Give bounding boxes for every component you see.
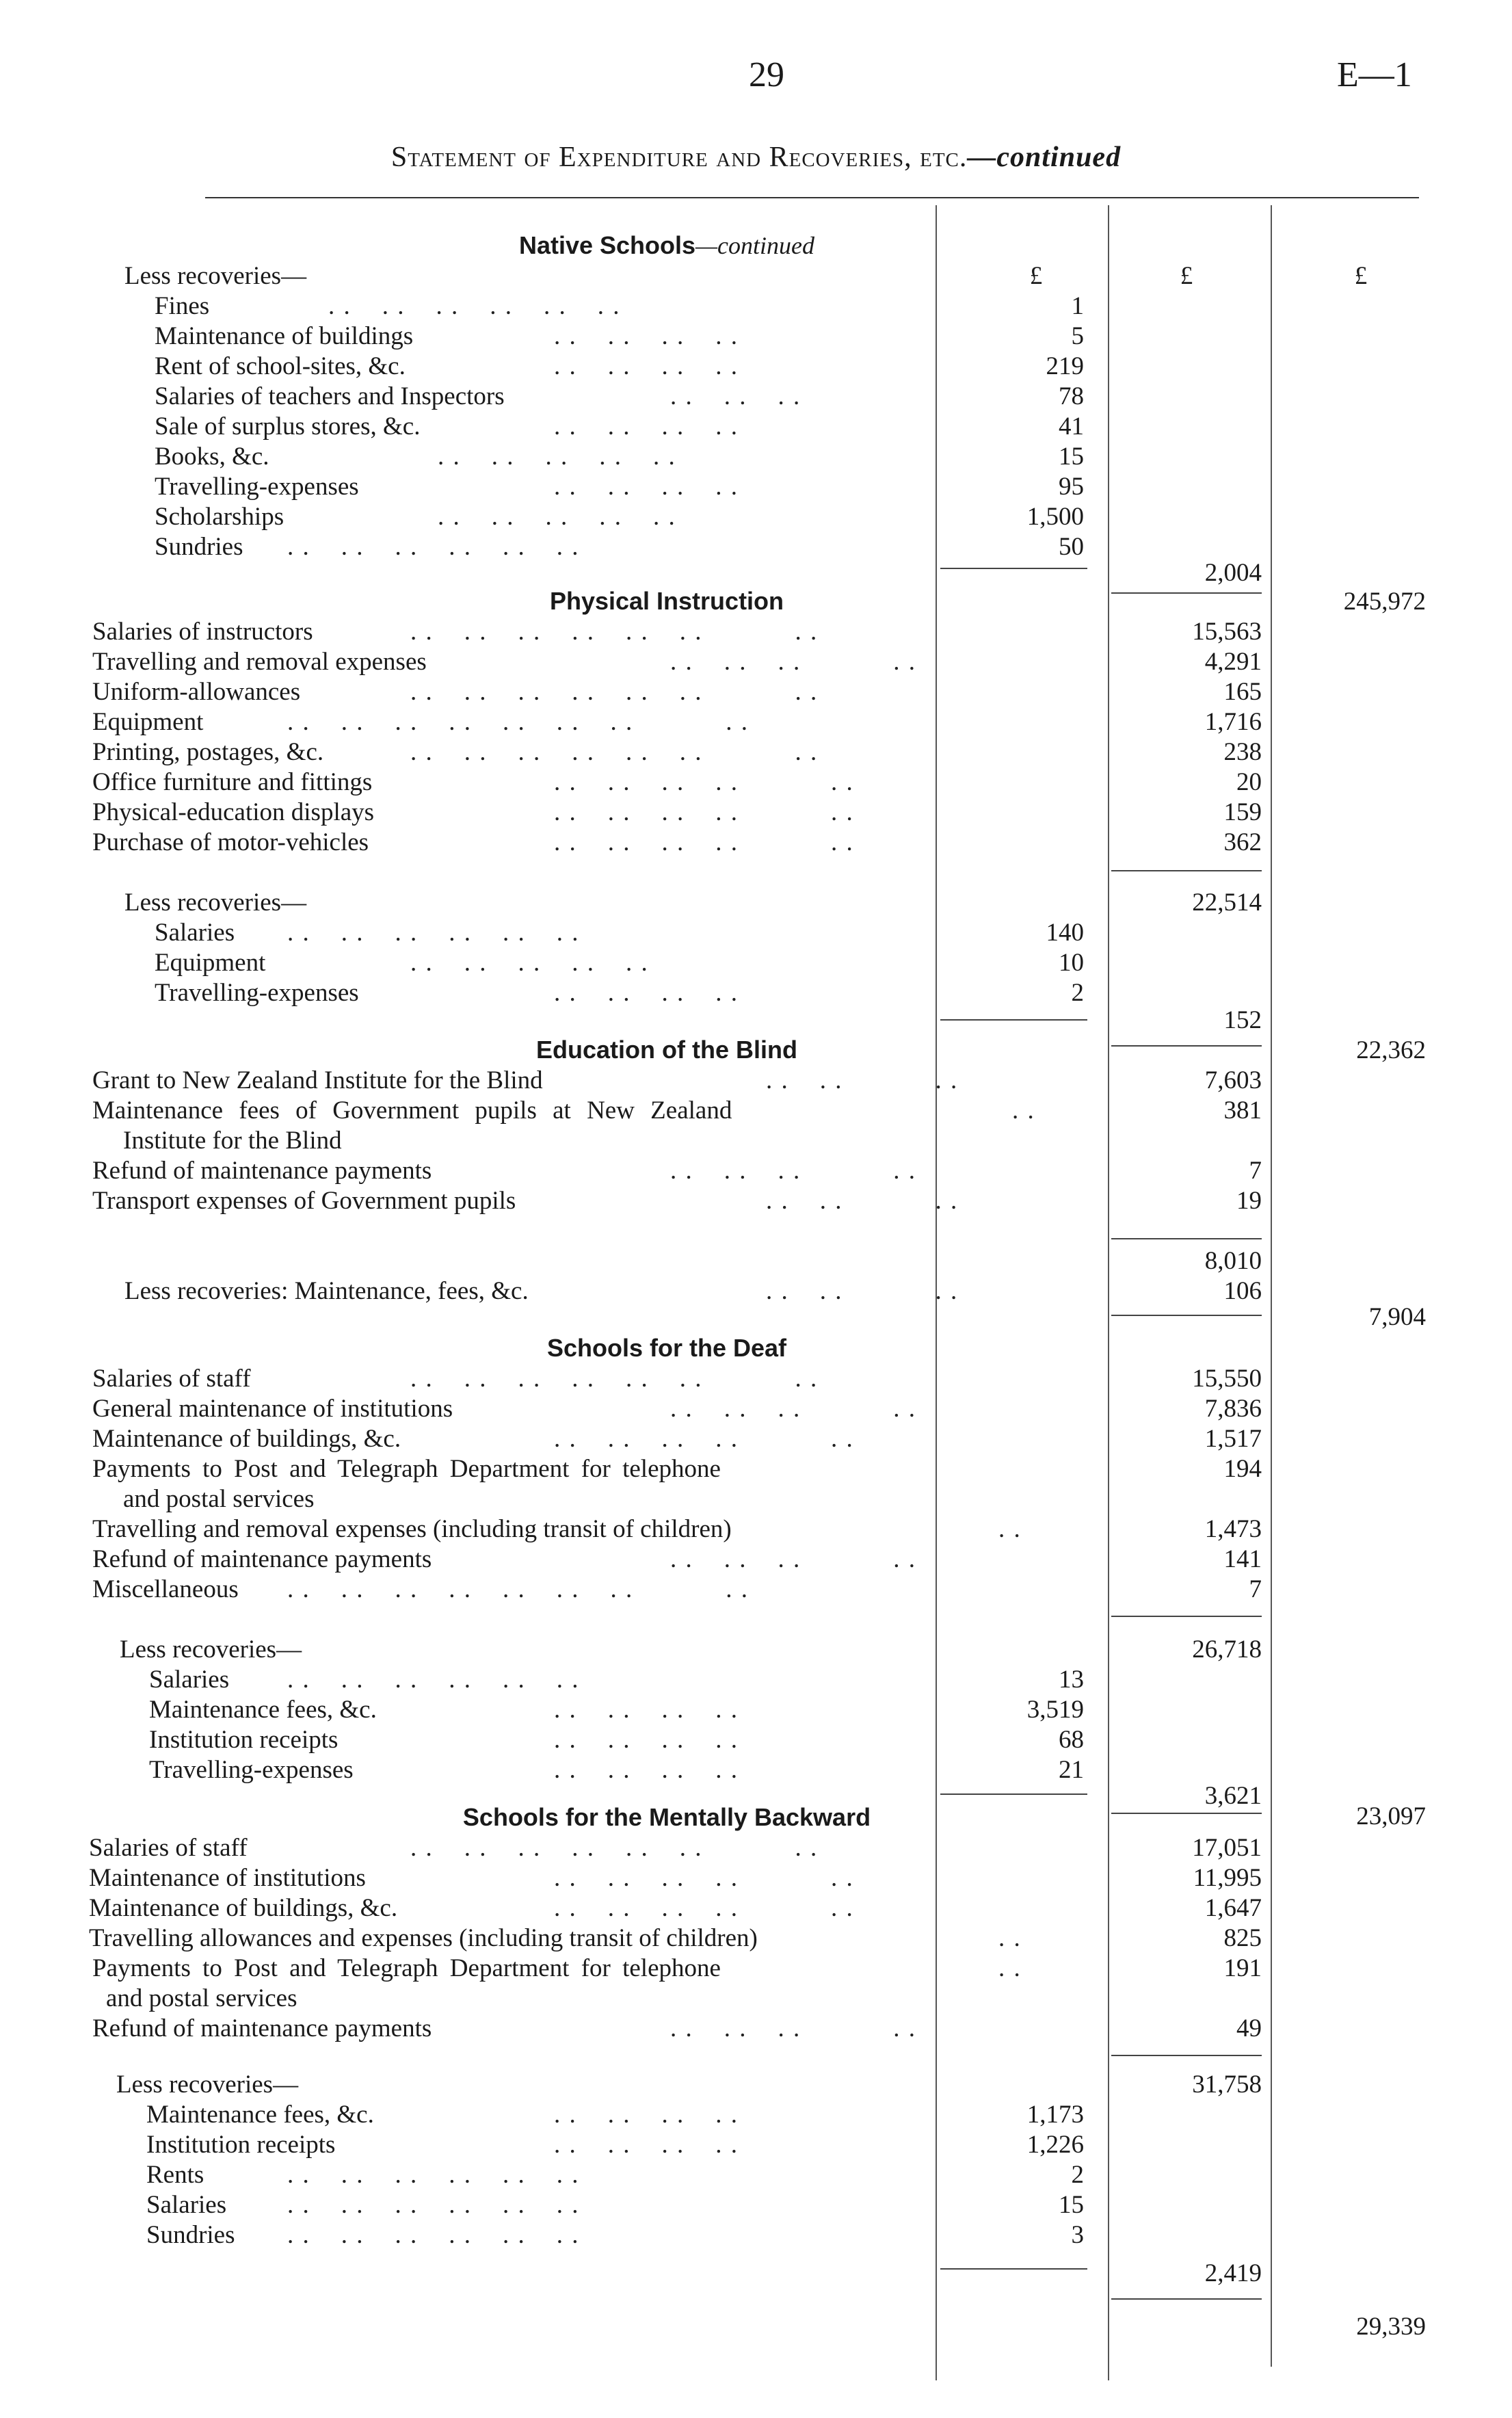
table-row: Salaries . . . . . . . . . . . . 13 (149, 1666, 1084, 1694)
table-row: Travelling and removal expenses . . . . . . . . 4,291 (92, 648, 1262, 676)
table-row: Travelling and removal expenses (including transit of children) . . 1,473 (92, 1515, 1262, 1543)
mental-less-row: Less recoveries— 31,758 (116, 2071, 1262, 2099)
table-row: Maintenance of buildings . . . . . . . . 5 (155, 322, 1084, 350)
section-title-deaf: Schools for the Deaf (546, 1334, 787, 1362)
table-row: Institute for the Blind (123, 1127, 342, 1155)
physical-gross: 22,514 (1192, 889, 1262, 917)
physical-less-row: Less recoveries— 22,514 (124, 889, 1262, 917)
table-row: Institution receipts . . . . . . . . 68 (149, 1726, 1084, 1754)
title-rule (205, 197, 1419, 198)
blind-rec-total: 106 (1223, 1277, 1262, 1305)
rule (1111, 1238, 1262, 1239)
table-row: Miscellaneous . . . . . . . . . . . . . . . . 7 (92, 1575, 1262, 1603)
native-net: 245,972 (1343, 588, 1426, 616)
section-title-native: Native Schools—continued (518, 231, 815, 259)
page-title (0, 141, 1512, 174)
table-row: Maintenance fees, &c. . . . . . . . . 3,519 (149, 1696, 1084, 1724)
table-row: Sale of surplus stores, &c. . . . . . . . . 41 (155, 412, 1084, 441)
table-row: Rent of school-sites, &c. . . . . . . . . 219 (155, 352, 1084, 380)
deaf-rec-total: 3,621 (1204, 1782, 1262, 1810)
rule (1111, 1616, 1262, 1617)
title-continued: —continued (967, 142, 1122, 173)
table-row: Equipment . . . . . . . . . . . . . . . . 1,716 (92, 708, 1262, 736)
table-row: General maintenance of institutions . . . . . . . . 7,836 (92, 1395, 1262, 1423)
mental-rec-total-row (0, 2259, 1512, 2289)
deaf-net: 23,097 (1356, 1802, 1426, 1830)
deaf-gross: 26,718 (1192, 1635, 1262, 1664)
document-code: E—1 (1337, 55, 1412, 94)
table-row: Scholarships . . . . . . . . . . 1,500 (155, 503, 1084, 531)
blind-gross-row (0, 1246, 1512, 1276)
table-row: Payments to Post and Telegraph Department for telephone 194 (92, 1455, 1262, 1483)
table-row: Maintenance fees of Government pupils at New Zealand . . 381 (92, 1096, 1262, 1125)
table-row: Payments to Post and Telegraph Department for telephone . . 191 (92, 1954, 1262, 1982)
table-row: Physical-education displays . . . . . . . . . . 159 (92, 798, 1262, 826)
table-row: Sundries . . . . . . . . . . . . 3 (146, 2221, 1084, 2249)
table-row: Travelling-expenses . . . . . . . . 95 (155, 473, 1084, 501)
mental-net: 29,339 (1356, 2313, 1426, 2341)
table-row: Office furniture and fittings . . . . . . . . . . 20 (92, 768, 1262, 796)
section-title-blind: Education of the Blind (536, 1036, 797, 1064)
mental-net-row (0, 2312, 1512, 2342)
table-row: Salaries of staff . . . . . . . . . . . . . . 15,550 (92, 1365, 1262, 1393)
table-row: Uniform-allowances . . . . . . . . . . . . . . 165 (92, 678, 1262, 706)
table-row: Salaries of instructors . . . . . . . . . . . . . . 15,563 (92, 618, 1262, 646)
table-row: Salaries of staff . . . . . . . . . . . . . . 17,051 (89, 1834, 1262, 1862)
table-row: Maintenance fees, &c. . . . . . . . . 1,173 (146, 2101, 1084, 2129)
currency-col2: £ (1180, 262, 1193, 290)
table-row: and postal services (123, 1485, 315, 1513)
table-row: Travelling allowances and expenses (including transit of children) . . 825 (89, 1924, 1262, 1952)
table-row: Travelling-expenses . . . . . . . . 2 (155, 979, 1084, 1007)
table-row: Printing, postages, &c. . . . . . . . . . . . . . . 238 (92, 738, 1262, 766)
blind-net: 7,904 (1368, 1303, 1426, 1331)
table-row: Refund of maintenance payments . . . . . . . . 141 (92, 1545, 1262, 1573)
table-row: Fines . . . . . . . . . . . . 1 (155, 292, 1084, 320)
currency-col3: £ (1354, 262, 1368, 290)
table-row: Refund of maintenance payments . . . . . . . . 49 (92, 2014, 1262, 2042)
table-row: Maintenance of institutions . . . . . . . . . . 11,995 (89, 1864, 1262, 1892)
rule (1111, 2055, 1262, 2056)
table-row: Grant to New Zealand Institute for the Blind . . . . . . 7,603 (92, 1066, 1262, 1094)
table-row: Travelling-expenses . . . . . . . . 21 (149, 1756, 1084, 1784)
mental-rec-total: 2,419 (1204, 2259, 1262, 2287)
native-less-label: Less recoveries— (124, 262, 307, 290)
physical-rec-total-row (0, 1006, 1512, 1036)
physical-net: 22,362 (1356, 1036, 1426, 1064)
native-subtotal-row (0, 558, 1512, 588)
table-row: Maintenance of buildings, &c. . . . . . . . . . . 1,647 (89, 1894, 1262, 1922)
section-title-mental: Schools for the Mentally Backward (462, 1803, 871, 1831)
table-row: Institution receipts . . . . . . . . 1,226 (146, 2131, 1084, 2159)
table-row: Transport expenses of Government pupils . . . . . . 19 (92, 1187, 1262, 1215)
table-row: Purchase of motor-vehicles . . . . . . . . . . 362 (92, 828, 1262, 856)
table-row: Salaries of teachers and Inspectors . . . . . . 78 (155, 382, 1084, 410)
table-row: Rents . . . . . . . . . . . . 2 (146, 2161, 1084, 2189)
currency-col1: £ (1029, 262, 1043, 290)
blind-gross: 8,010 (1204, 1247, 1262, 1275)
table-row: and postal services (106, 1984, 297, 2012)
mental-gross: 31,758 (1192, 2071, 1262, 2099)
native-less-row (0, 261, 1512, 291)
deaf-less-row: Less recoveries— 26,718 (120, 1635, 1262, 1664)
native-subtotal: 2,004 (1204, 559, 1262, 587)
table-row: Books, &c. . . . . . . . . . . 15 (155, 443, 1084, 471)
page-number: 29 (749, 55, 784, 94)
title-main: Statement of Expenditure and Recoveries, etc. (390, 142, 968, 173)
blind-less-row: Less recoveries: Maintenance, fees, &c. . . . . . . 106 (124, 1277, 1262, 1305)
table-row: Equipment . . . . . . . . . . 10 (155, 949, 1084, 977)
table-row: Refund of maintenance payments . . . . . . . . 7 (92, 1157, 1262, 1185)
table-row: Maintenance of buildings, &c. . . . . . . . . . . 1,517 (92, 1425, 1262, 1453)
table-row: Salaries . . . . . . . . . . . . 15 (146, 2191, 1084, 2219)
table-row: Sundries . . . . . . . . . . . . 50 (155, 533, 1084, 561)
physical-rec-total: 152 (1223, 1006, 1262, 1034)
rule (1111, 870, 1262, 871)
rule (1111, 2298, 1262, 2300)
blind-net-row (0, 1302, 1512, 1332)
section-title-physical: Physical Instruction (549, 587, 784, 615)
table-row: Salaries . . . . . . . . . . . . 140 (155, 919, 1084, 947)
